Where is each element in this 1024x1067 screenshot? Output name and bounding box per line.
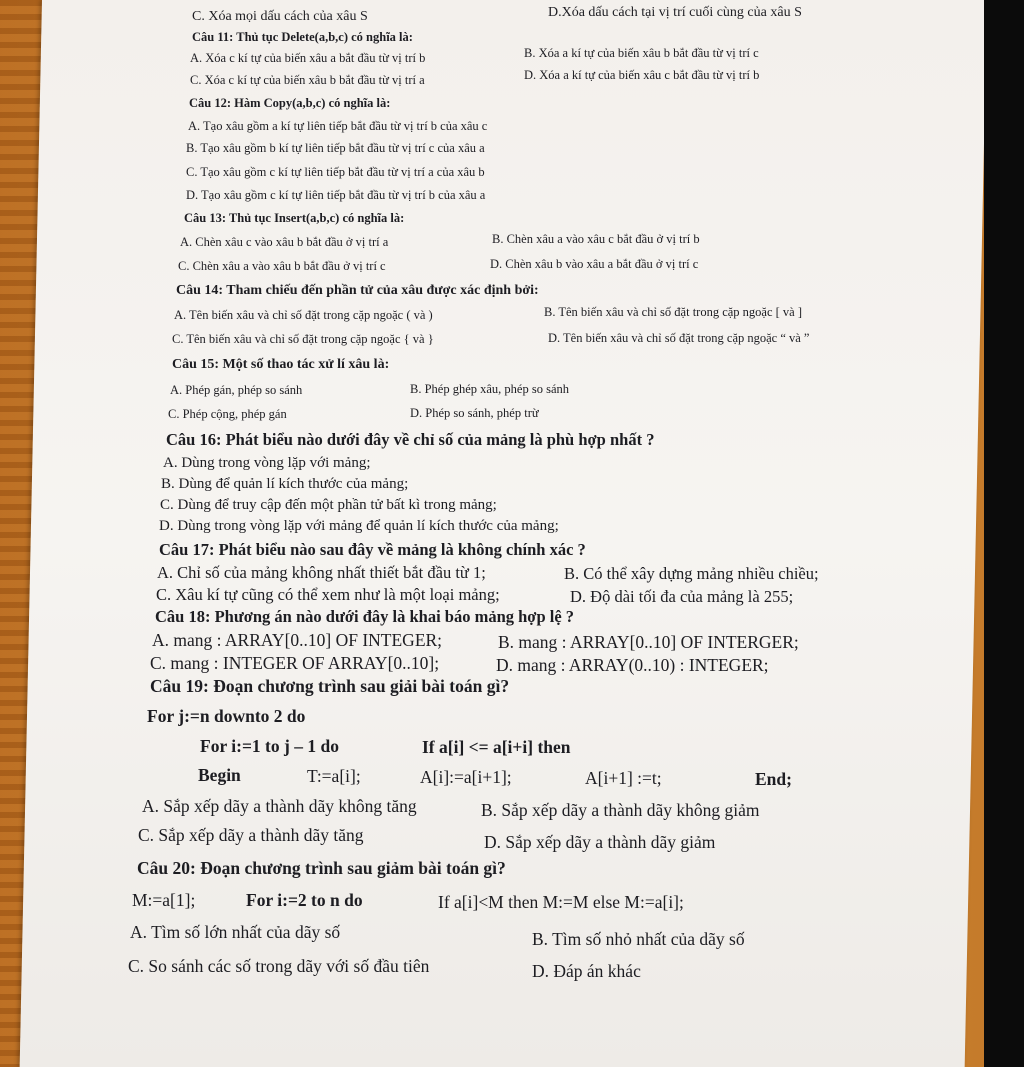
q13-stem: Câu 13: Thủ tục Insert(a,b,c) có nghĩa là: xyxy=(184,211,405,225)
q19-code-3b: T:=a[i]; xyxy=(307,766,361,786)
q20-code-c: If a[i]<M then M:=M else M:=a[i]; xyxy=(438,892,684,912)
q18-option-b: B. mang : ARRAY[0..10] OF INTERGER; xyxy=(498,632,799,652)
q12-stem: Câu 12: Hàm Copy(a,b,c) có nghĩa là: xyxy=(189,96,391,110)
q15-option-a: A. Phép gán, phép so sánh xyxy=(170,383,303,397)
q14-option-d: D. Tên biến xâu và chỉ số đặt trong cặp ngoặc “ và ” xyxy=(548,331,810,345)
q20-option-c: C. So sánh các số trong dãy với số đầu tiên xyxy=(128,956,430,976)
q10-option-c: C. Xóa mọi dấu cách của xâu S xyxy=(192,9,368,24)
q11-stem: Câu 11: Thủ tục Delete(a,b,c) có nghĩa là: xyxy=(192,30,413,44)
q14-option-b: B. Tên biến xâu và chỉ số đặt trong cặp ngoặc [ và ] xyxy=(544,305,803,319)
q19-code-1: For j:=n downto 2 do xyxy=(147,706,306,726)
q19-code-3c: A[i]:=a[i+1]; xyxy=(420,767,512,787)
q16-option-d: D. Dùng trong vòng lặp với mảng để quản lí kích thước của mảng; xyxy=(159,518,559,534)
q16-stem: Câu 16: Phát biểu nào dưới đây về chỉ số của mảng là phù hợp nhất ? xyxy=(166,430,655,449)
q19-option-a: A. Sắp xếp dãy a thành dãy không tăng xyxy=(142,796,417,816)
q19-option-c: C. Sắp xếp dãy a thành dãy tăng xyxy=(138,825,364,845)
q19-code-3d: A[i+1] :=t; xyxy=(585,768,662,788)
q19-stem: Câu 19: Đoạn chương trình sau giải bài toán gì? xyxy=(150,676,510,696)
q18-option-a: A. mang : ARRAY[0..10] OF INTEGER; xyxy=(152,630,443,650)
q20-option-d: D. Đáp án khác xyxy=(532,961,641,981)
q10-option-d: D.Xóa dấu cách tại vị trí cuối cùng của xâu S xyxy=(548,5,802,20)
q14-option-c: C. Tên biến xâu và chỉ số đặt trong cặp ngoặc { và } xyxy=(172,332,434,346)
q13-option-a: A. Chèn xâu c vào xâu b bắt đầu ở vị trí a xyxy=(180,235,389,249)
q12-option-b: B. Tạo xâu gồm b kí tự liên tiếp bắt đầu từ vị trí c của xâu a xyxy=(186,141,485,155)
q11-option-c: C. Xóa c kí tự của biến xâu b bắt đầu từ vị trí a xyxy=(190,73,425,87)
q15-option-c: C. Phép cộng, phép gán xyxy=(168,407,287,421)
q12-option-a: A. Tạo xâu gồm a kí tự liên tiếp bắt đầu từ vị trí b của xâu c xyxy=(188,119,488,133)
q17-option-d: D. Độ dài tối đa của mảng là 255; xyxy=(570,587,794,606)
q19-code-3a: Begin xyxy=(198,765,241,785)
q16-option-a: A. Dùng trong vòng lặp với mảng; xyxy=(163,455,371,471)
q15-stem: Câu 15: Một số thao tác xử lí xâu là: xyxy=(172,357,390,372)
q20-code-a: M:=a[1]; xyxy=(132,890,196,910)
q11-option-a: A. Xóa c kí tự của biến xâu a bắt đầu từ vị trí b xyxy=(190,51,426,65)
q11-option-b: B. Xóa a kí tự của biến xâu b bắt đầu từ vị trí c xyxy=(524,46,759,60)
q17-stem: Câu 17: Phát biểu nào sau đây về mảng là không chính xác ? xyxy=(159,540,586,559)
q19-option-b: B. Sắp xếp dãy a thành dãy không giảm xyxy=(481,800,760,820)
q19-code-3e: End; xyxy=(755,769,792,789)
q15-option-b: B. Phép ghép xâu, phép so sánh xyxy=(410,382,570,396)
q13-option-b: B. Chèn xâu a vào xâu c bắt đầu ở vị trí b xyxy=(492,232,700,246)
q20-code-b: For i:=2 to n do xyxy=(246,890,363,910)
q19-code-2b: If a[i] <= a[i+i] then xyxy=(422,737,571,757)
q19-code-line-1 xyxy=(147,706,305,727)
q18-option-c: C. mang : INTEGER OF ARRAY[0..10]; xyxy=(150,653,440,673)
q20-stem: Câu 20: Đoạn chương trình sau giảm bài toán gì? xyxy=(137,858,506,878)
q12-option-d: D. Tạo xâu gồm c kí tự liên tiếp bắt đầu từ vị trí b của xâu a xyxy=(186,188,486,202)
q12-option-c: C. Tạo xâu gồm c kí tự liên tiếp bắt đầu từ vị trí a của xâu b xyxy=(186,165,485,179)
q19-option-d: D. Sắp xếp dãy a thành dãy giảm xyxy=(484,832,716,852)
q18-option-d: D. mang : ARRAY(0..10) : INTEGER; xyxy=(496,655,769,675)
q17-option-b: B. Có thể xây dựng mảng nhiều chiều; xyxy=(564,564,819,583)
q20-option-b: B. Tìm số nhỏ nhất của dãy số xyxy=(532,929,745,949)
q19-code-2a: For i:=1 to j – 1 do xyxy=(200,736,339,756)
q13-option-d: D. Chèn xâu b vào xâu a bắt đầu ở vị trí c xyxy=(490,257,699,271)
q11-option-d: D. Xóa a kí tự của biến xâu c bắt đầu từ vị trí b xyxy=(524,68,760,82)
q16-option-c: C. Dùng để truy cập đến một phần tử bất kì trong mảng; xyxy=(160,497,497,513)
q16-option-b: B. Dùng để quản lí kích thước của mảng; xyxy=(161,476,409,492)
q18-stem: Câu 18: Phương án nào dưới đây là khai báo mảng hợp lệ ? xyxy=(155,607,575,626)
q15-option-d: D. Phép so sánh, phép trừ xyxy=(410,406,539,420)
q14-option-a: A. Tên biến xâu và chỉ số đặt trong cặp ngoặc ( và ) xyxy=(174,308,433,322)
q20-option-a: A. Tìm số lớn nhất của dãy số xyxy=(130,922,341,942)
q13-option-c: C. Chèn xâu a vào xâu b bắt đầu ở vị trí c xyxy=(178,259,386,273)
q14-stem: Câu 14: Tham chiếu đến phần tử của xâu được xác định bởi: xyxy=(176,283,539,298)
q17-option-a: A. Chỉ số của mảng không nhất thiết bắt đầu từ 1; xyxy=(157,563,486,582)
q17-option-c: C. Xâu kí tự cũng có thể xem như là một loại mảng; xyxy=(156,585,500,604)
